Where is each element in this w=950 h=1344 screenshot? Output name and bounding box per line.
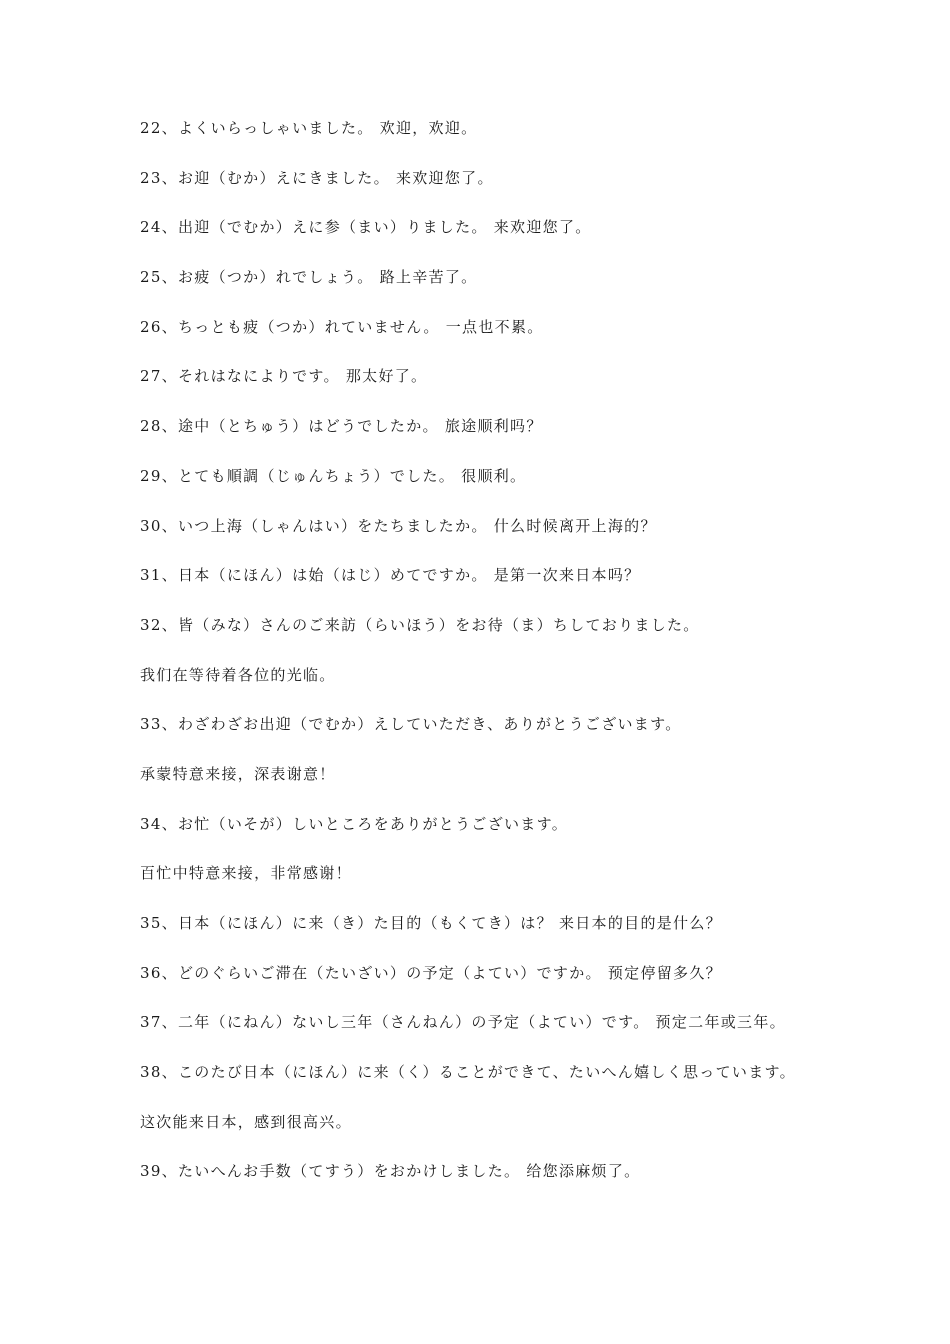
text-line: 35、日本（にほん）に来（き）た目的（もくてき）は？ 来日本的目的是什么？	[140, 914, 722, 932]
text-line: 百忙中特意来接，非常感谢！	[140, 864, 352, 883]
text-line: 30、いつ上海（しゃんはい）をたちましたか。 什么时候离开上海的？	[140, 516, 657, 535]
text-line: 33、わざわざお出迎（でむか）えしていただき、ありがとうございます。	[140, 715, 682, 734]
text-line: 这次能来日本，感到很高兴。	[140, 1112, 352, 1131]
text-line: 23、お迎（むか）えにきました。 来欢迎您了。	[140, 168, 494, 187]
text-line: 26、ちっとも疲（つか）れていません。 一点也不累。	[140, 317, 544, 336]
text-line: 29、とても順調（じゅんちょう）でした。 很顺利。	[140, 466, 527, 485]
text-line: 31、日本（にほん）は始（はじ）めてですか。 是第一次来日本吗？	[140, 566, 641, 585]
text-line: 25、お疲（つか）れでしょう。 路上辛苦了。	[140, 268, 478, 287]
text-line: 24、出迎（でむか）えに参（まい）りました。 来欢迎您了。	[140, 218, 592, 237]
text-line: 37、二年（にねん）ないし三年（さんねん）の予定（よてい）です。 预定二年或三年。	[140, 1013, 786, 1032]
text-line: 34、お忙（いそが）しいところをありがとうございます。	[140, 814, 568, 833]
text-line: 27、それはなによりです。 那太好了。	[140, 367, 428, 386]
text-line: 22、よくいらっしゃいました。 欢迎，欢迎。	[140, 119, 478, 137]
phrase-list	[140, 114, 840, 1207]
text-line: 39、たいへんお手数（てすう）をおかけしました。 给您添麻烦了。	[140, 1162, 641, 1181]
text-line: 28、途中（とちゅう）はどうでしたか。 旅途顺利吗？	[140, 417, 543, 436]
text-line: 38、このたび日本（にほん）に来（く）ることができて、たいへん嬉しく思っています。	[140, 1063, 796, 1082]
text-line: 承蒙特意来接，深表谢意！	[140, 764, 336, 783]
text-line: 32、皆（みな）さんのご来訪（らいほう）をお待（ま）ちしておりました。	[140, 615, 700, 634]
text-line: 我们在等待着各位的光临。	[140, 665, 336, 684]
text-line: 36、どのぐらいご滞在（たいざい）の予定（よてい）ですか。 预定停留多久？	[140, 963, 722, 982]
